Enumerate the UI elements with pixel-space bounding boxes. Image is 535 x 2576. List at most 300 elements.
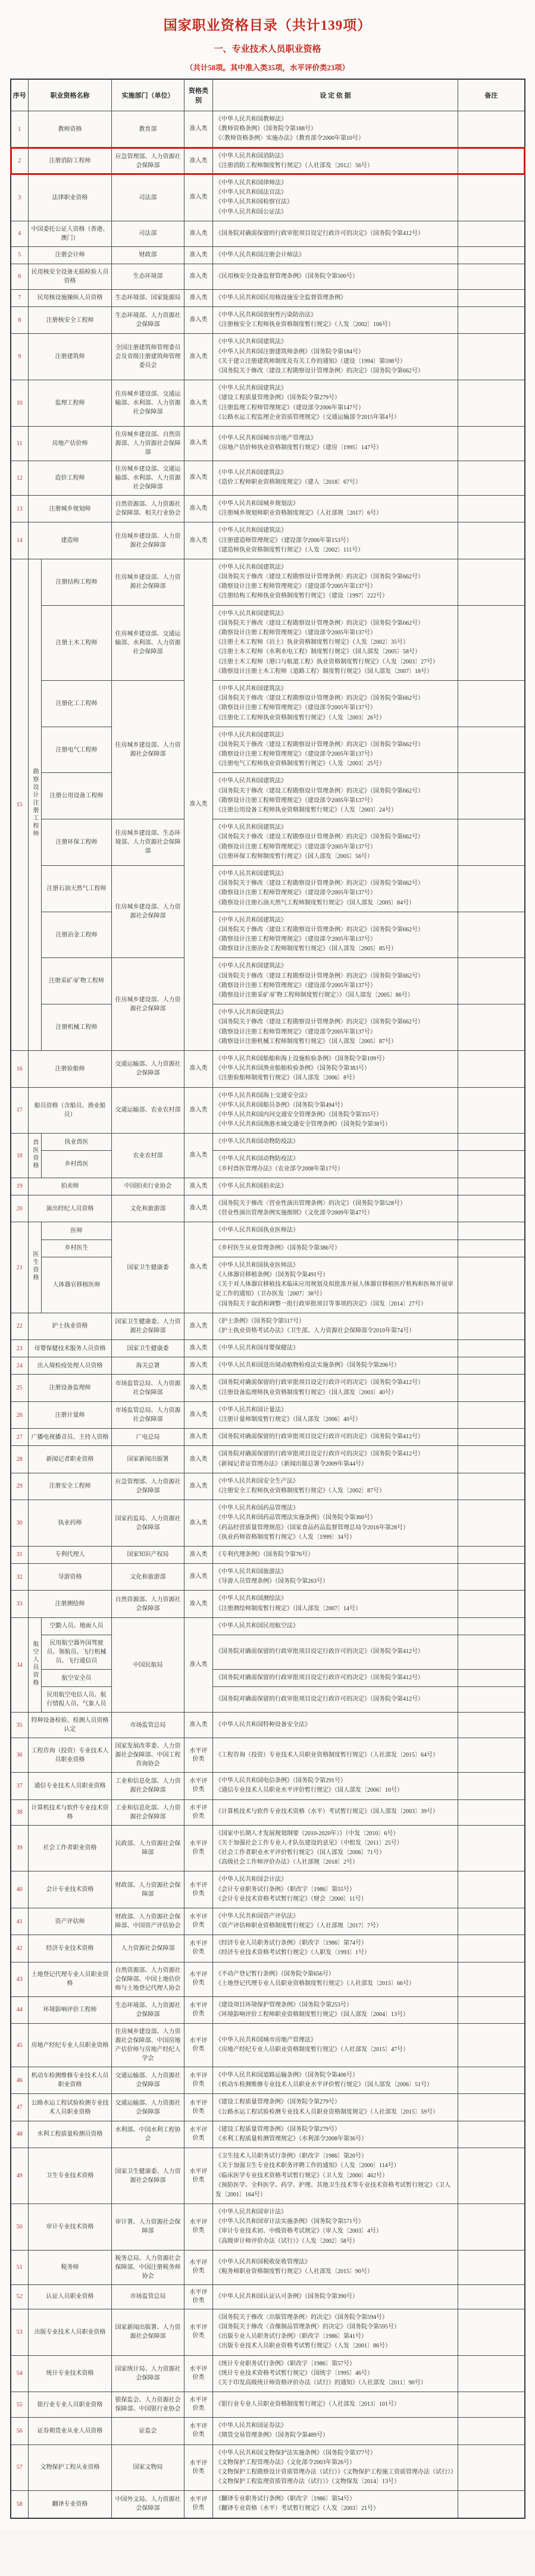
remark-cell bbox=[458, 334, 525, 380]
basis-line: 《中华人民共和国建筑法》 bbox=[215, 731, 287, 738]
category-cell: 准入类 bbox=[184, 1500, 213, 1547]
basis-line: 《建设工程质量管理条例》（国务院令第279号） bbox=[215, 395, 340, 402]
basis-cell bbox=[213, 1050, 458, 1087]
row-number-cell: 27 bbox=[11, 1429, 29, 1446]
remark-cell bbox=[458, 2067, 525, 2094]
basis-line: 《勘察设计注册工程师管理规定》（建设部令2005年第137号） bbox=[215, 890, 376, 897]
basis-line: 《中华人民共和国建筑法》 bbox=[215, 916, 287, 924]
department-cell: 教育部 bbox=[112, 111, 184, 148]
basis-line: 《〈教师资格条例〉实施办法》（教育部令2000年第10号） bbox=[215, 135, 364, 142]
remark-cell bbox=[458, 1908, 525, 1935]
department-cell: 应急管理部、人力资源社会保障部 bbox=[112, 148, 184, 174]
page-title: 国家职业资格目录（共计139项） bbox=[163, 18, 372, 33]
basis-line: 《水利工程质量检测管理规定》（水利部令2008年第36号） bbox=[215, 2135, 367, 2142]
basis-line: 《文物保护工程勘察设计资质管理办法（试行）》《文物保护工程施工资质管理办法（试行）》《文物保护工程监理资质管理办法（试行）》（文物保发〔2014〕13号） bbox=[215, 2468, 453, 2486]
table-row bbox=[11, 605, 525, 680]
basis-line: 《注册计量师制度暂行规定》（国人部发〔2006〕40号） bbox=[215, 1416, 361, 1423]
basis-line: 《中华人民共和国海上交通安全法》 bbox=[215, 1092, 311, 1099]
group-label-cell bbox=[29, 1134, 42, 1178]
category-cell: 准入类 bbox=[184, 495, 213, 522]
group-label: 兽医资格 bbox=[32, 1138, 38, 1170]
row-number-cell: 57 bbox=[11, 2444, 29, 2491]
basis-line: 《社会工作者职业水平评价暂行规定》（国人部发〔2006〕71号） bbox=[215, 1849, 385, 1856]
department-cell: 国家发展改革委、人力资源社会保障部、中国工程咨询协会 bbox=[112, 1738, 184, 1773]
qualification-name-cell: 广播电视播音员、主持人资格 bbox=[29, 1429, 112, 1446]
basis-line: 《注册化工工程师执业资格制度暂行规定》（人发〔2003〕26号） bbox=[215, 714, 385, 721]
basis-cell bbox=[213, 1996, 458, 2023]
table-header bbox=[11, 79, 525, 111]
department-cell: 住房城乡建设部、人力资源社会保障部 bbox=[112, 522, 184, 559]
basis-line: 《计算机技术与软件专业技术资格（水平）考试暂行规定》（国人部发〔2003〕39号） bbox=[215, 1808, 439, 1816]
remark-cell bbox=[458, 1871, 525, 1908]
basis-line: 《中华人民共和国建筑法》 bbox=[215, 469, 287, 477]
basis-cell bbox=[213, 2094, 458, 2121]
basis-cell bbox=[213, 1178, 458, 1195]
basis-line: 《中华人民共和国药品管理法》 bbox=[215, 1505, 299, 1512]
basis-line: 《注册验船师制度暂行规定》（国人部发〔2006〕8号） bbox=[215, 1075, 358, 1082]
qualification-name-cell: 教师资格 bbox=[29, 111, 112, 148]
basis-line: 《注册消防工程师制度暂行规定》（人社部发〔2012〕56号） bbox=[215, 162, 373, 169]
row-number-cell: 14 bbox=[11, 522, 29, 559]
basis-line: 《中华人民共和国建筑法》 bbox=[215, 339, 287, 346]
basis-line: 《国务院对确需保留的行政审批项目设定行政许可的决定》（国务院令第412号） bbox=[215, 1696, 424, 1703]
table-row bbox=[11, 2067, 525, 2094]
basis-line: 《高级审计师评价办法（试行）》（人发〔2002〕58号） bbox=[215, 2237, 358, 2245]
remark-cell bbox=[458, 773, 525, 819]
basis-line: 《勘察设计注册机械工程师制度暂行规定》（国人部发〔2005〕87号） bbox=[215, 1038, 397, 1045]
category-cell: 准入类 bbox=[184, 461, 213, 495]
qualification-name-cell: 土地登记代理专业人员职业资格 bbox=[29, 1962, 112, 1996]
table-row bbox=[11, 819, 525, 866]
qualification-name-cell: 造价工程师 bbox=[29, 461, 112, 495]
remark-cell bbox=[458, 1500, 525, 1547]
basis-cell bbox=[213, 1871, 458, 1908]
qualification-name-cell: 注册公用设备工程师 bbox=[42, 773, 112, 819]
row-number-cell: 20 bbox=[11, 1195, 29, 1222]
basis-line: 《中华人民共和国建筑法》 bbox=[215, 824, 287, 831]
row-number-cell: 34 bbox=[11, 1617, 29, 1712]
remark-cell bbox=[458, 1050, 525, 1087]
qualification-name-cell: 房地产估价师 bbox=[29, 426, 112, 461]
table-row bbox=[11, 2250, 525, 2284]
table-row bbox=[11, 148, 525, 174]
basis-cell bbox=[213, 1401, 458, 1428]
row-number-cell: 13 bbox=[11, 495, 29, 522]
basis-line: 《中华人民共和国建筑法》 bbox=[215, 527, 287, 534]
table-row bbox=[11, 1962, 525, 1996]
category-cell: 准入类 bbox=[184, 522, 213, 559]
row-number-cell: 42 bbox=[11, 1935, 29, 1962]
qualification-name-cell: 水利工程质量检测员资格 bbox=[29, 2121, 112, 2148]
category-cell: 水平评价类 bbox=[184, 1935, 213, 1962]
remark-cell bbox=[458, 1799, 525, 1825]
row-number-cell: 28 bbox=[11, 1446, 29, 1473]
basis-line: 《工程咨询（投资）专业技术人员职业资格制度暂行规定》（人社部发〔2015〕64号） bbox=[215, 1751, 439, 1758]
basis-line: 《勘察设计注册石油天然气工程师制度暂行规定》（国人部发〔2005〕84号） bbox=[215, 899, 415, 906]
remark-cell bbox=[458, 1713, 525, 1738]
table-row bbox=[11, 958, 525, 1004]
qualification-name-cell: 证券期货业从业人员资格 bbox=[29, 2418, 112, 2444]
category-cell: 准入类 bbox=[184, 1546, 213, 1563]
category-cell: 水平评价类 bbox=[184, 1871, 213, 1908]
row-number-cell: 15 bbox=[11, 559, 29, 1050]
basis-line: 《注册结构工程师执业资格制度暂行规定》（建设〔1997〕222号） bbox=[215, 593, 388, 600]
category-cell: 准入类 bbox=[184, 246, 213, 264]
row-number-cell: 31 bbox=[11, 1546, 29, 1563]
basis-line: 《建设工程质量管理条例》（国务院令第279号） bbox=[215, 2126, 340, 2133]
basis-cell bbox=[213, 1357, 458, 1375]
remark-cell bbox=[458, 1004, 525, 1051]
department-cell: 应急管理部、人力资源社会保障部 bbox=[112, 1473, 184, 1500]
basis-line: 《中华人民共和国执业医师法》 bbox=[215, 1262, 299, 1269]
row-number-cell: 43 bbox=[11, 1962, 29, 1996]
basis-line: 《注册核安全工程师执业资格制度暂行规定》（人发〔2002〕106号） bbox=[215, 321, 394, 328]
table-row bbox=[11, 1738, 525, 1773]
basis-line: 《中华人民共和国建筑法》 bbox=[215, 564, 287, 571]
basis-line: 《国务院关于修改〈建设工程勘察设计管理条例〉的决定》（国务院令第662号） bbox=[215, 1019, 424, 1026]
basis-line: 《资产评估师职业资格制度暂行规定》（人社部规〔2017〕7号） bbox=[215, 1923, 382, 1930]
group-label: 航空人员资格 bbox=[32, 1640, 38, 1687]
basis-line: 《中华人民共和国城乡规划法》 bbox=[215, 500, 299, 507]
qualification-name-cell: 翻译专业资格 bbox=[29, 2491, 112, 2518]
qualification-name-cell: 会计专业技术资格 bbox=[29, 1871, 112, 1908]
basis-line: 《中华人民共和国建筑法》 bbox=[215, 610, 287, 617]
basis-line: 《统计专业职务试行条例》（职改字〔1986〕第57号） bbox=[215, 2360, 355, 2367]
remark-cell bbox=[458, 111, 525, 148]
qualification-name-cell: 医师 bbox=[42, 1222, 112, 1240]
department-cell: 银保监会、人力资源社会保障部、中国银行业协会 bbox=[112, 2392, 184, 2418]
department-cell: 中国拍卖行业协会 bbox=[112, 1178, 184, 1195]
qualification-name-cell: 出入境检疫处理人员资格 bbox=[29, 1357, 112, 1375]
basis-line: 《国务院对确需保留的行政审批项目设定行政许可的决定》（国务院令第412号） bbox=[215, 1648, 424, 1655]
table-row bbox=[11, 307, 525, 334]
basis-cell bbox=[213, 1635, 458, 1670]
remark-cell bbox=[458, 1670, 525, 1687]
row-number-cell: 16 bbox=[11, 1050, 29, 1087]
basis-cell bbox=[213, 680, 458, 727]
qualification-name-cell: 注册冶金工程师 bbox=[42, 912, 112, 958]
basis-cell bbox=[213, 426, 458, 461]
basis-line: 《国务院关于修改〈建设工程勘察设计管理条例〉的决定》（国务院令第662号） bbox=[215, 574, 424, 581]
basis-line: 《护士执业资格考试办法》（卫生部、人力资源社会保障部令2010年第74号） bbox=[215, 1327, 415, 1334]
row-number-cell: 24 bbox=[11, 1357, 29, 1375]
basis-line: 《通信专业技术人员职业水平评价暂行规定》（国人部发〔2006〕10号） bbox=[215, 1787, 403, 1794]
basis-line: 《中华人民共和国特种设备安全法》 bbox=[215, 1721, 311, 1729]
qualification-name-cell: 工程咨询（投资）专业技术人员职业资格 bbox=[29, 1738, 112, 1773]
row-number-cell: 12 bbox=[11, 461, 29, 495]
remark-cell bbox=[458, 1151, 525, 1178]
basis-line: 《注册土木工程师（岩土）执业资格制度暂行规定》（人发〔2002〕35号） bbox=[215, 639, 409, 646]
row-number-cell: 37 bbox=[11, 1773, 29, 1799]
department-cell: 广电总局 bbox=[112, 1429, 184, 1446]
table-row bbox=[11, 2309, 525, 2355]
remark-cell bbox=[458, 426, 525, 461]
basis-line: 《中华人民共和国执业医师法》 bbox=[215, 1227, 299, 1234]
qualification-name-cell: 特种设备检验、检测人员资格认定 bbox=[29, 1713, 112, 1738]
table-row bbox=[11, 2418, 525, 2444]
table-row bbox=[11, 289, 525, 306]
department-cell: 财政部 bbox=[112, 246, 184, 264]
department-cell: 市场监管总局、人力资源社会保障部 bbox=[112, 1375, 184, 1401]
basis-line: 《国务院关于修改〈建设工程勘察设计管理条例〉的决定》（国务院令第662号） bbox=[215, 972, 424, 979]
basis-cell bbox=[213, 1799, 458, 1825]
remark-cell bbox=[458, 495, 525, 522]
basis-line: 《机动车检测维修专业技术人员职业水平评价暂行规定》（国人部发〔2006〕51号） bbox=[215, 2082, 433, 2089]
basis-line: 《建设工程质量管理条例》（国务院令第279号） bbox=[215, 2099, 340, 2106]
category-cell: 准入类 bbox=[184, 289, 213, 306]
row-number-cell: 22 bbox=[11, 1313, 29, 1339]
basis-cell bbox=[213, 221, 458, 246]
remark-cell bbox=[458, 1446, 525, 1473]
row-number-cell: 25 bbox=[11, 1375, 29, 1401]
basis-line: 《翻译专业资格（水平）考试暂行规定》（人发〔2003〕21号） bbox=[215, 2505, 379, 2512]
table-row bbox=[11, 1004, 525, 1051]
department-cell: 市场监管总局、人力资源社会保障部 bbox=[112, 1401, 184, 1428]
basis-cell bbox=[213, 1195, 458, 1222]
department-cell: 国家统计局、人力资源社会保障部 bbox=[112, 2355, 184, 2392]
category-cell: 水平评价类 bbox=[184, 2444, 213, 2491]
basis-line: 《中华人民共和国道路运输条例》（国务院令第406号） bbox=[215, 2072, 358, 2079]
basis-line: 《国务院关于修改〈建设工程勘察设计管理条例〉的决定》（国务院令第662号） bbox=[215, 880, 424, 887]
basis-line: 《勘察设计注册采矿/矿物工程师制度暂行规定〉》（国人部发〔2005〕86号） bbox=[215, 992, 414, 999]
remark-cell bbox=[458, 2418, 525, 2444]
basis-line: 《勘察设计注册工程师管理规定》（建设部令2005年第137号） bbox=[215, 936, 376, 943]
basis-line: 《国家中长期人才发展规划纲要（2010-2020年）》（中发〔2010〕6号） bbox=[215, 1830, 399, 1837]
row-number-cell: 47 bbox=[11, 2094, 29, 2121]
row-number-cell: 49 bbox=[11, 2148, 29, 2204]
column-header-dept: 实施部门（单位） bbox=[112, 79, 184, 111]
row-number-cell: 8 bbox=[11, 307, 29, 334]
department-cell: 生态环境部、国家能源局 bbox=[112, 289, 184, 306]
qualification-name-cell: 民用航空器外国驾驶员、领航员、飞行机械员、飞行通信员 bbox=[42, 1635, 112, 1670]
remark-cell bbox=[458, 1635, 525, 1670]
qualification-name-cell: 法律职业资格 bbox=[29, 174, 112, 221]
remark-cell bbox=[458, 174, 525, 221]
remark-cell bbox=[458, 2250, 525, 2284]
category-cell: 准入类 bbox=[184, 307, 213, 334]
basis-cell bbox=[213, 148, 458, 174]
qualification-name-cell: 机动车检测维修专业技术人员职业资格 bbox=[29, 2067, 112, 2094]
category-cell: 水平评价类 bbox=[184, 2284, 213, 2309]
column-header-no: 序号 bbox=[11, 79, 29, 111]
basis-cell bbox=[213, 289, 458, 306]
row-number-cell: 48 bbox=[11, 2121, 29, 2148]
qualification-name-cell: 出版专业技术人员职业资格 bbox=[29, 2309, 112, 2355]
basis-cell bbox=[213, 174, 458, 221]
basis-line: 《勘察设计注册工程师管理规定》（建设部令2005年第137号） bbox=[215, 751, 376, 758]
basis-line: 《中华人民共和国建筑法》 bbox=[215, 385, 287, 392]
basis-line: 《建造师执业资格制度暂行规定》（人发〔2002〕111号） bbox=[215, 546, 364, 553]
basis-cell bbox=[213, 307, 458, 334]
table-row bbox=[11, 559, 525, 605]
table-row bbox=[11, 111, 525, 148]
basis-cell bbox=[213, 1908, 458, 1935]
category-cell: 准入类 bbox=[184, 221, 213, 246]
remark-cell bbox=[458, 1738, 525, 1773]
basis-cell bbox=[213, 1687, 458, 1713]
basis-cell bbox=[213, 2284, 458, 2309]
category-cell: 水平评价类 bbox=[184, 2491, 213, 2518]
basis-cell bbox=[213, 559, 458, 605]
department-cell: 住房城乡建设部、交通运输部、水利部、人力资源社会保障部 bbox=[112, 380, 184, 427]
basis-line: 《出版专业人员职务试行条例》（职改字〔1986〕第41号） bbox=[215, 2333, 367, 2340]
table-row bbox=[11, 1151, 525, 1178]
basis-line: 《注册公用设备工程师执业资格制度暂行规定》（人发〔2003〕24号） bbox=[215, 807, 397, 813]
basis-line: 《中华人民共和国动物防疫法》 bbox=[215, 1138, 299, 1145]
department-cell: 国家卫生健康委 bbox=[112, 1340, 184, 1357]
row-number-cell: 44 bbox=[11, 1996, 29, 2023]
basis-cell bbox=[213, 1222, 458, 1240]
remark-cell bbox=[458, 2392, 525, 2418]
basis-cell bbox=[213, 1375, 458, 1401]
department-cell: 文化和旅游部 bbox=[112, 1195, 184, 1222]
basis-line: 《临床医学专业技术资格考试暂行规定》（卫人发〔2000〕462号） bbox=[215, 2172, 388, 2179]
department-cell: 生态环境部 bbox=[112, 264, 184, 289]
basis-line: 《中华人民共和国注册会计师法》 bbox=[215, 251, 305, 258]
row-number-cell: 33 bbox=[11, 1591, 29, 1617]
row-number-cell: 21 bbox=[11, 1222, 29, 1313]
basis-line: 《房地产估价师执业资格制度暂行规定》（建房〔1995〕147号） bbox=[215, 445, 382, 452]
basis-cell bbox=[213, 1738, 458, 1773]
qualification-name-cell: 环境影响评价工程师 bbox=[29, 1996, 112, 2023]
qualification-name-cell: 认证人员职业资格 bbox=[29, 2284, 112, 2309]
qualification-name-cell: 民用核安全设备无损检验人员资格 bbox=[29, 264, 112, 289]
qualification-name-cell: 乡村医生 bbox=[42, 1240, 112, 1257]
remark-cell bbox=[458, 958, 525, 1004]
basis-line: 《中华人民共和国药品管理法实施条例》（国务院令第360号） bbox=[215, 1514, 376, 1522]
table-row bbox=[11, 1564, 525, 1591]
basis-cell bbox=[213, 1591, 458, 1617]
remark-cell bbox=[458, 221, 525, 246]
category-cell: 准入类 bbox=[184, 559, 213, 1050]
qualification-name-cell: 中国委托公证人资格（香港、澳门） bbox=[29, 221, 112, 246]
basis-line: 《文物保护工程管理办法》（文化部令2003年第26号） bbox=[215, 2459, 355, 2466]
department-cell: 生态环境部、人力资源社会保障部 bbox=[112, 307, 184, 334]
table-row bbox=[11, 522, 525, 559]
basis-line: 《中华人民共和国电信条例》（国务院令第291号） bbox=[215, 1777, 346, 1785]
remark-cell bbox=[458, 2284, 525, 2309]
basis-line: 《中华人民共和国文物保护法实施条例》（国务院令第377号） bbox=[215, 2449, 376, 2456]
basis-cell bbox=[213, 1257, 458, 1313]
department-cell: 文化和旅游部 bbox=[112, 1564, 184, 1591]
basis-cell bbox=[213, 1670, 458, 1687]
category-cell: 准入类 bbox=[184, 1357, 213, 1375]
row-number-cell: 50 bbox=[11, 2204, 29, 2251]
table-row bbox=[11, 426, 525, 461]
basis-cell bbox=[213, 912, 458, 958]
basis-line: 《注册环保工程师制度暂行规定》（国人部发〔2005〕56号） bbox=[215, 853, 373, 860]
column-header-basis: 设 定 依 据 bbox=[213, 79, 458, 111]
basis-line: 《中华人民共和国建筑法》 bbox=[215, 1009, 287, 1016]
table-row bbox=[11, 727, 525, 773]
basis-line: 《中华人民共和国动物防疫法》 bbox=[215, 1156, 299, 1163]
basis-line: 《民用核安全设备监督管理条例》（国务院令第500号） bbox=[215, 273, 358, 280]
row-number-cell: 29 bbox=[11, 1473, 29, 1500]
qualification-name-cell: 注册结构工程师 bbox=[42, 559, 112, 605]
remark-cell bbox=[458, 559, 525, 605]
department-cell: 住房城乡建设部、自然资源部、人力资源社会保障部 bbox=[112, 426, 184, 461]
basis-line: 《中华人民共和国审计法》 bbox=[215, 2209, 287, 2216]
row-number-cell: 3 bbox=[11, 174, 29, 221]
row-number-cell: 45 bbox=[11, 2024, 29, 2067]
remark-cell bbox=[458, 1825, 525, 1871]
category-cell: 水平评价类 bbox=[184, 1825, 213, 1871]
basis-line: 《出版专业技术人员职业资格考试暂行规定》（人发〔2001〕86号） bbox=[215, 2343, 391, 2350]
basis-line: 《公路水运工程监理企业资质管理规定》（交通运输部令2015年第4号） bbox=[215, 414, 400, 421]
table-row bbox=[11, 2491, 525, 2518]
qualification-name-cell: 注册城乡规划师 bbox=[29, 495, 112, 522]
group-label-cell bbox=[29, 559, 42, 1050]
row-number-cell: 1 bbox=[11, 111, 29, 148]
basis-line: 《注册安全工程师执业资格制度暂行规定》（人发〔2002〕87号） bbox=[215, 1487, 385, 1494]
row-number-cell: 32 bbox=[11, 1564, 29, 1591]
qualification-name-cell: 注册测绘师 bbox=[29, 1591, 112, 1617]
basis-line: 《会计专业职务试行条例》（职改字〔1986〕第55号） bbox=[215, 1886, 355, 1893]
basis-line: 《注册土木工程师（水利水电工程）制度暂行规定》（国人部发〔2005〕58号） bbox=[215, 649, 421, 656]
table-row bbox=[11, 495, 525, 522]
category-cell: 水平评价类 bbox=[184, 2418, 213, 2444]
basis-line: 《新闻记者证管理办法》（新闻出版总署令2009年第44号） bbox=[215, 1460, 367, 1467]
table-row bbox=[11, 1773, 525, 1799]
basis-line: 《造价工程师职业资格制度规定》（建人〔2018〕67号） bbox=[215, 479, 361, 486]
basis-line: 《中华人民共和国测绘法》 bbox=[215, 1595, 287, 1602]
qualification-name-cell: 统计专业技术资格 bbox=[29, 2355, 112, 2392]
basis-line: 《药品经营质量管理规范》（国家食品药品监督管理总局令2016年第28号） bbox=[215, 1524, 409, 1531]
basis-line: 《国务院对确需保留的行政审批项目设定行政许可的决定》（国务院令第412号） bbox=[215, 1433, 424, 1441]
qualification-name-cell: 注册验船师 bbox=[29, 1050, 112, 1087]
row-number-cell: 46 bbox=[11, 2067, 29, 2094]
basis-line: 《中华人民共和国安全生产法》 bbox=[215, 1478, 299, 1485]
basis-line: 《专利代理条例》（国务院令第76号） bbox=[215, 1551, 314, 1558]
basis-line: 《银行业专业人员职业资格制度暂行规定》（人社部发〔2013〕101号） bbox=[215, 2401, 400, 2408]
remark-cell bbox=[458, 680, 525, 727]
qualification-name-cell: 通信专业技术人员职业资格 bbox=[29, 1773, 112, 1799]
column-header-remark: 备注 bbox=[458, 79, 525, 111]
column-header-name: 职业资格名称 bbox=[29, 79, 112, 111]
department-cell: 住房城乡建设部、人力资源社会保障部 bbox=[112, 958, 184, 1051]
basis-line: 《建设项目环境保护管理条例》（国务院令第253号） bbox=[215, 2001, 352, 2008]
department-cell: 国家卫生健康委、人力资源社会保障部 bbox=[112, 2148, 184, 2204]
department-cell: 审计署、人力资源社会保障部 bbox=[112, 2204, 184, 2251]
table-row bbox=[11, 1825, 525, 1871]
category-cell: 水平评价类 bbox=[184, 1738, 213, 1773]
remark-cell bbox=[458, 1313, 525, 1339]
qualification-name-cell: 执业药师 bbox=[29, 1500, 112, 1547]
table-row bbox=[11, 1050, 525, 1087]
category-cell: 准入类 bbox=[184, 1473, 213, 1500]
department-cell: 民政部、人力资源社会保障部 bbox=[112, 1825, 184, 1871]
department-cell: 住房城乡建设部、交通运输部、水利部、人力资源社会保障部 bbox=[112, 461, 184, 495]
table-row bbox=[11, 1429, 525, 1446]
qualification-name-cell: 护士执业资格 bbox=[29, 1313, 112, 1339]
table-row bbox=[11, 1375, 525, 1401]
category-cell: 水平评价类 bbox=[184, 2250, 213, 2284]
department-cell: 交通运输部、人力资源社会保障部 bbox=[112, 2067, 184, 2094]
qualification-name-cell: 注册化工工程师 bbox=[42, 680, 112, 727]
table-row bbox=[11, 380, 525, 427]
basis-line: 《中华人民共和国城市房地产管理法》 bbox=[215, 2036, 317, 2043]
row-number-cell: 30 bbox=[11, 1500, 29, 1547]
basis-line: 《中华人民共和国建筑法》 bbox=[215, 685, 287, 692]
table-row bbox=[11, 1134, 525, 1151]
basis-line: 《勘察设计注册冶金工程师制度暂行规定》（国人部发〔2005〕85号） bbox=[215, 946, 397, 953]
basis-cell bbox=[213, 2204, 458, 2251]
column-header-category: 资格类别 bbox=[184, 79, 213, 111]
basis-cell bbox=[213, 461, 458, 495]
basis-line: 《护士条例》（国务院令第517号） bbox=[215, 1317, 305, 1325]
basis-line: 《国务院对确需保留的行政审批项目设定行政许可的决定》（国务院令第412号） bbox=[215, 1451, 424, 1458]
table-header-row bbox=[11, 79, 525, 111]
